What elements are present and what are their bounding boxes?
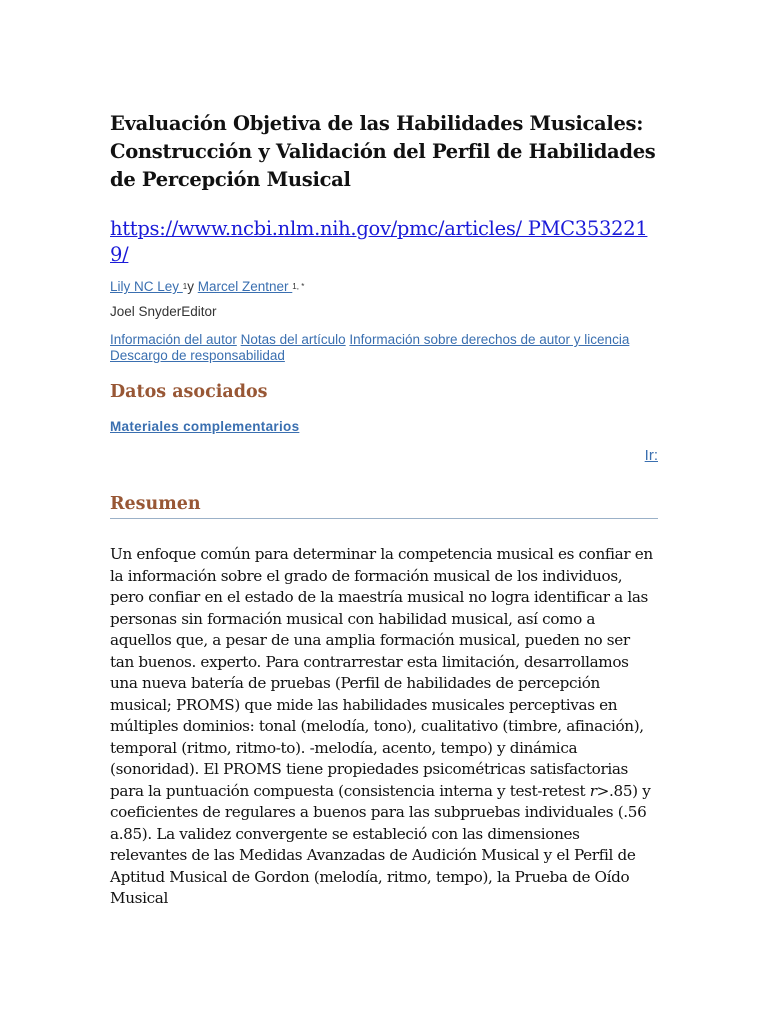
author-connector: y (187, 279, 194, 294)
article-notes-link[interactable]: Notas del artículo (240, 332, 346, 347)
copyright-info-link[interactable]: Información sobre derechos de autor y licencia (349, 332, 630, 347)
article-url-link[interactable]: https://www.ncbi.nlm.nih.gov/pmc/articles/ PMC3532219/ (110, 217, 648, 266)
disclaimer-link[interactable]: Descargo de responsabilidad (110, 348, 285, 363)
goto-row (110, 446, 658, 466)
abstract-text-part2: >.85) y coeficientes de regulares a buenos para las subpruebas individuales (.56 a.85). La validez convergente se estableció con las dimensiones relevantes de las Medidas Avanzadas de Audición Musical y el Perfil de Aptitud Musical de Gordon (melodía, ritmo, tempo), la Prueba de Oído Musical (110, 781, 651, 907)
author-info-link[interactable]: Información del autor (110, 332, 237, 347)
abstract-heading: Resumen (110, 492, 658, 519)
supplementary-materials-link[interactable]: Materiales complementarios (110, 419, 300, 434)
author-affiliation-ley: 1 (182, 282, 188, 291)
abstract-italic-r: r (589, 781, 597, 800)
author-affiliation-zentner: 1, * (292, 282, 305, 291)
author-link-ley[interactable]: Lily NC Ley (110, 279, 183, 294)
article-info-links (110, 332, 658, 364)
abstract-text-part1: Un enfoque común para determinar la competencia musical es confiar en la información sobre el grado de formación musical de los individuos, pero confiar en el estado de la maestría musical no logra identificar a las personas sin formación musical con habilidad musical, así como a aquellos que, a pesar de una amplia formación musical, pueden no ser tan buenos. experto. Para contrarrestar esta limitación, desarrollamos una nueva batería de pruebas (Perfil de habilidades de percepción musical; PROMS) que mide las habilidades musicales perceptivas en múltiples dominios: tonal (melodía, tono), cualitativo (timbre, afinación), temporal (ritmo, ritmo-to). -melodía, acento, tempo) y dinámica (sonoridad). El PROMS tiene propiedades psicométricas satisfactorias para la puntuación compuesta (consistencia interna y test-retest (110, 545, 653, 800)
abstract-text (110, 544, 658, 910)
associated-data-heading: Datos asociados (110, 382, 268, 402)
author-link-zentner[interactable]: Marcel Zentner (197, 279, 293, 294)
author-line (110, 278, 658, 296)
editor-line: Joel SnyderEditor (110, 304, 217, 319)
article-content (110, 110, 658, 925)
article-title: Evaluación Objetiva de las Habilidades Musicales: Construcción y Validación del Perfil de Habilidades de Percepción Musical (110, 112, 656, 191)
goto-link[interactable]: Ir: (644, 447, 658, 464)
